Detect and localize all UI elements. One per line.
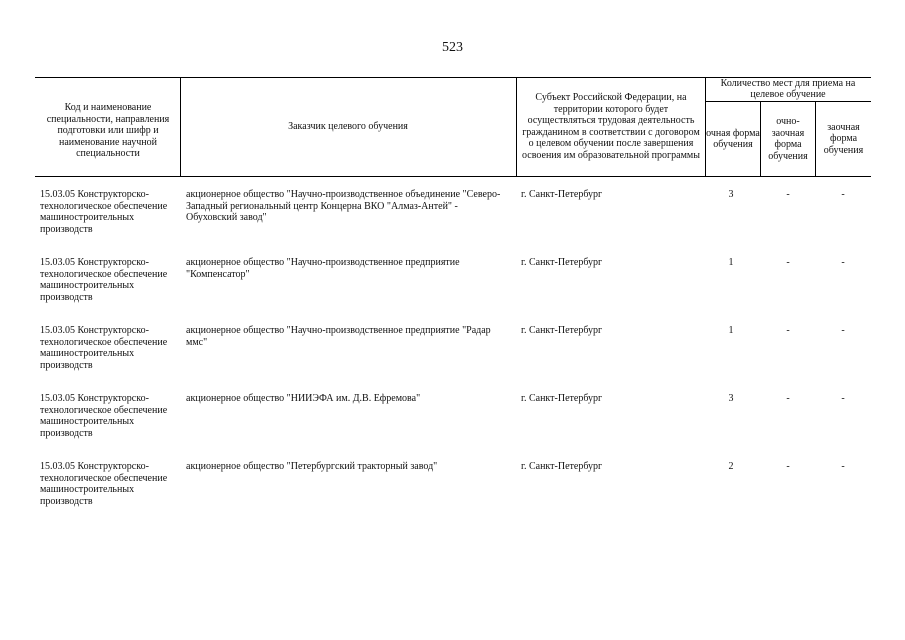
spec-cell: 15.03.05 Конструкторско-технологическое обеспечение машиностроительных производств [40,189,168,235]
part-time-count: - [786,257,790,268]
customer-cell: акционерное общество "Научно-производственное объединение "Северо-Западный региональный центр Концерна ВКО "Алмаз-Антей" - Обуховский завод" [186,189,501,223]
header-extramural: заочная форма обучения [823,121,864,156]
region-cell: г. Санкт-Петербург [521,325,603,336]
spec-cell: 15.03.05 Конструкторско-технологическое обеспечение машиностроительных производств [40,325,168,371]
spec-cell: 15.03.05 Конструкторско-технологическое обеспечение машиностроительных производств [40,461,168,507]
spec-cell: 15.03.05 Конструкторско-технологическое обеспечение машиностроительных производств [40,393,168,439]
header-part-time: очно-заочная форма обучения [768,116,808,162]
extramural-count: - [841,461,845,472]
customer-cell: акционерное общество "Научно-производственное предприятие "Радар ммс" [186,325,491,348]
extramural-count: - [841,189,845,200]
table-header [35,77,871,177]
header-bottom-rule [35,176,871,177]
header-divider [516,77,517,177]
part-time-count: - [786,189,790,200]
part-time-count: - [786,461,790,472]
customer-cell: акционерное общество "НИИЭФА им. Д.В. Ефремова" [186,393,421,404]
region-cell: г. Санкт-Петербург [521,393,603,404]
header-customer: Заказчик целевого обучения [288,121,408,133]
region-cell: г. Санкт-Петербург [521,461,603,472]
part-time-count: - [786,393,790,404]
header-count-rule [705,101,871,102]
header-divider [180,77,181,177]
spec-cell: 15.03.05 Конструкторско-технологическое обеспечение машиностроительных производств [40,257,168,303]
full-time-count: 3 [728,189,734,200]
table-row [35,461,871,529]
full-time-count: 1 [728,325,734,336]
extramural-count: - [841,325,845,336]
region-cell: г. Санкт-Петербург [521,189,603,200]
header-spec: Код и наименование специальности, направления подготовки или шифр и наименование научной специальности [46,102,170,160]
customer-cell: акционерное общество "Петербургский тракторный завод" [186,461,438,472]
region-cell: г. Санкт-Петербург [521,257,603,268]
header-full-time: очная форма обучения [706,127,760,150]
table-row [35,257,871,325]
table-row [35,189,871,257]
full-time-count: 3 [728,393,734,404]
table-row [35,325,871,393]
header-region: Субъект Российской Федерации, на территории которого будет осуществляться трудовая деятельность гражданином в соответствии с договором о целевом обучении после завершения освоения им образовательной программы [522,92,700,161]
table-row [35,393,871,461]
full-time-count: 2 [728,461,734,472]
table-body [35,189,871,529]
customer-cell: акционерное общество "Научно-производственное предприятие "Компенсатор" [186,257,460,280]
extramural-count: - [841,257,845,268]
extramural-count: - [841,393,845,404]
part-time-count: - [786,325,790,336]
page-number: 523 [442,40,463,55]
full-time-count: 1 [728,257,734,268]
header-count: Количество мест для приема на целевое обучение [720,77,856,100]
